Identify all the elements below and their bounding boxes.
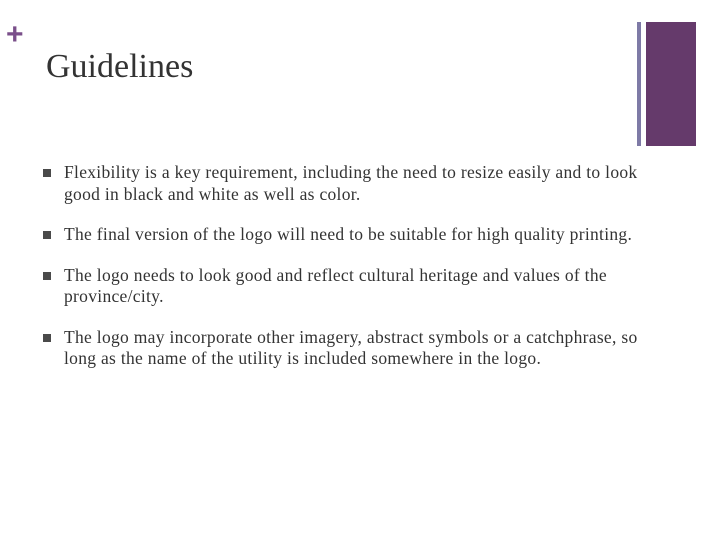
bullet-text: The final version of the logo will need to be suitable for high quality printing. [64, 224, 633, 244]
bullet-item [40, 162, 640, 205]
bullet-item [40, 265, 640, 308]
square-bullet-icon [43, 231, 51, 239]
bullet-text: The logo may incorporate other imagery, abstract symbols or a catchphrase, so long as the name of the utility is included somewhere in the logo. [64, 326, 638, 368]
plus-icon: + [6, 18, 24, 51]
bullet-item [40, 327, 640, 370]
bullet-text: The logo needs to look good and reflect cultural heritage and values of the province/city. [64, 264, 607, 306]
bullet-list [40, 162, 640, 389]
accent-bar-thin [637, 22, 641, 146]
bullet-text: Flexibility is a key requirement, including the need to resize easily and to look good in black and white as well as color. [64, 162, 638, 204]
bullet-item [40, 224, 640, 246]
square-bullet-icon [43, 272, 51, 280]
slide-title: Guidelines [46, 48, 194, 85]
square-bullet-icon [43, 334, 51, 342]
square-bullet-icon [43, 169, 51, 177]
accent-bar-wide [646, 22, 696, 146]
